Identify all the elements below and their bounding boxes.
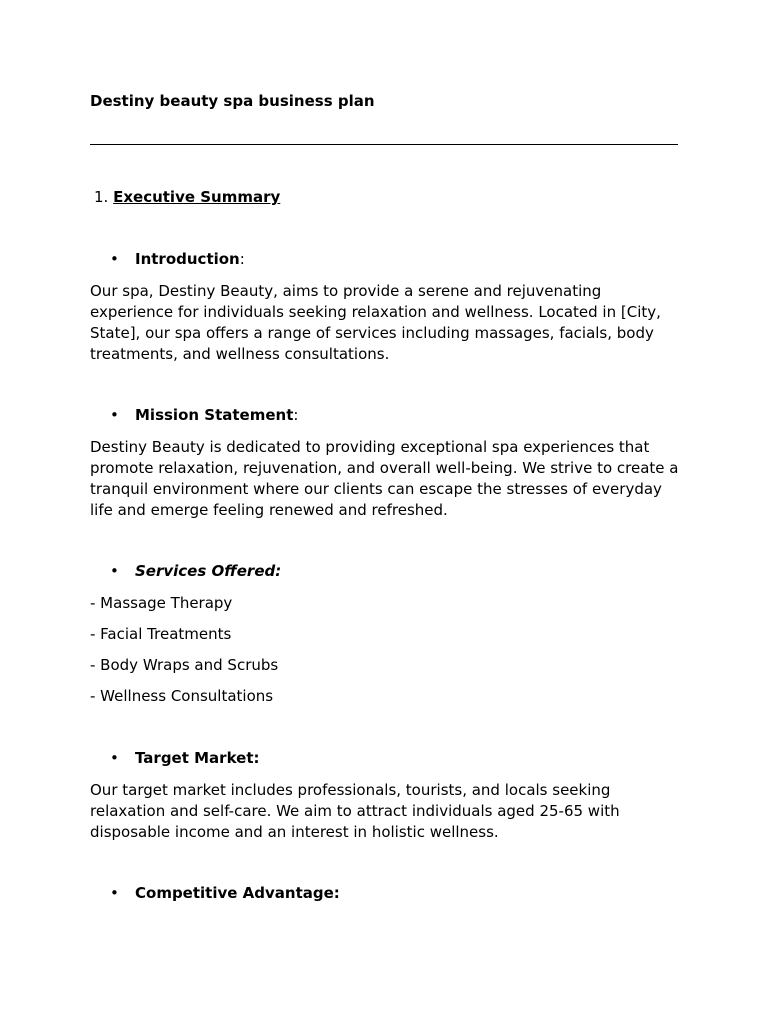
bullet-label-mission: Mission Statement [135, 406, 294, 424]
mission-paragraph: Destiny Beauty is dedicated to providing exceptional spa experiences that promote relaxation, rejuvenation, and overall well-being. We strive to create a tranquil environment where our clients can escape the stresses of everyday life and emerge feeling renewed and refreshed. [90, 438, 679, 519]
bullet-label-services: Services Offered: [135, 562, 282, 580]
bullet-label-introduction: Introduction [135, 250, 240, 268]
section-heading [94, 187, 280, 207]
service-item: - Massage Therapy [90, 594, 233, 612]
bullet-dot: • [110, 562, 119, 580]
bullet-colon: : [239, 250, 245, 268]
bullet-introduction [110, 249, 245, 269]
bullet-services-offered [110, 561, 281, 581]
service-item: - Body Wraps and Scrubs [90, 656, 279, 674]
service-item: - Facial Treatments [90, 625, 232, 643]
document-title: Destiny beauty spa business plan [90, 92, 375, 110]
bullet-dot: • [110, 884, 119, 902]
bullet-dot: • [110, 749, 119, 767]
bullet-label-target: Target Market: [135, 749, 260, 767]
section-title: Executive Summary [113, 188, 281, 206]
bullet-mission-statement [110, 405, 298, 425]
introduction-paragraph: Our spa, Destiny Beauty, aims to provide a serene and rejuvenating experience for individuals seeking relaxation and wellness. Located in [City, State], our spa offers a range of services including massages, facials, body treatments, and wellness consultations. [90, 282, 661, 363]
section-number: 1. [94, 188, 109, 206]
bullet-colon: : [293, 406, 299, 424]
bullet-dot: • [110, 250, 119, 268]
bullet-label-competitive: Competitive Advantage: [135, 884, 340, 902]
bullet-target-market [110, 748, 259, 768]
bullet-dot: • [110, 406, 119, 424]
service-item: - Wellness Consultations [90, 687, 274, 705]
title-divider [90, 144, 678, 145]
bullet-competitive-advantage [110, 883, 340, 903]
target-market-paragraph: Our target market includes professionals, tourists, and locals seeking relaxation and self-care. We aim to attract individuals aged 25-65 with disposable income and an interest in holistic wellness. [90, 781, 620, 841]
